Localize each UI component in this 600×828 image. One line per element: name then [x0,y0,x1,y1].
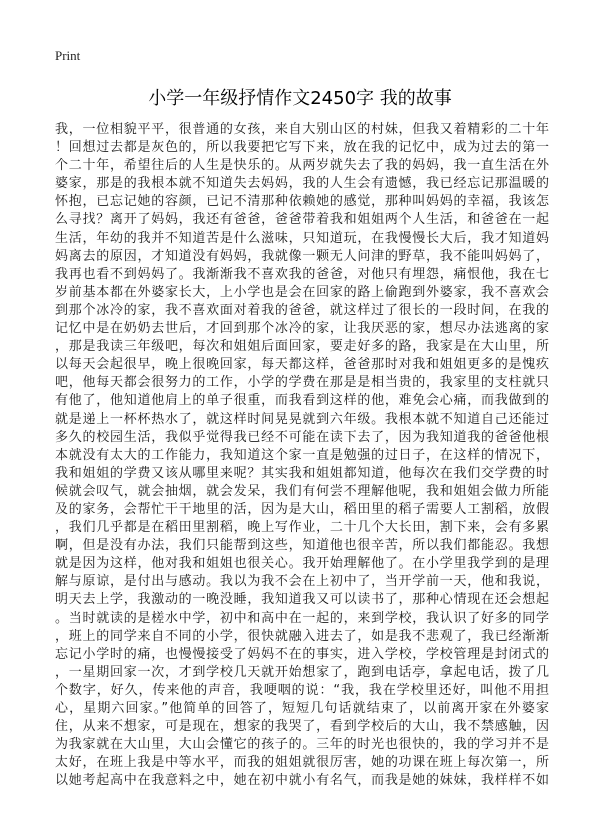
text-line: 我再也看不到妈妈了。我渐渐我不喜欢我的爸爸，对他只有埋怨，痛恨他，我在七 [55,266,549,282]
text-line: 以每天会起很早，晚上很晚回家，每天都这样，爸爸那时对我和姐姐更多的是愧疚 [55,357,549,373]
text-line: ，一星期回家一次，才到学校几天就开始想家了，跑到电话亭，拿起电话，拨了几 [55,664,549,680]
text-line: 记忆中是在奶奶去世后，才回到那个冰冷的家，让我厌恶的家，想尽办法逃离的家 [55,321,549,337]
text-line: 我，一位相貌平平，很普通的女孩，来自大别山区的村妹，但我又着精彩的二十年 [55,122,549,137]
text-line: 有他了，他知道他肩上的单子很重，而我看到这样的他，难免会心痛，而我做到的 [55,393,549,409]
text-line: 生活，年幼的我并不知道苦是什么滋味，只知道玩，在我慢慢长大后，我才知道妈 [55,230,549,246]
text-line: 忘记小学时的痛，也慢慢接受了妈妈不在的事实，进入学校，学校管理是封闭式的 [55,646,549,662]
text-line: 么寻找？离开了妈妈，我还有爸爸，爸爸带着我和姐姐两个人生活，和爸爸在一起 [55,212,549,228]
text-line: 住，从来不想家，可是现在，想家的我哭了，看到学校后的大山，我不禁感触，因 [55,719,549,735]
text-line: 我和姐姐的学费又该从哪里来呢？其实我和姐姐都知道，他每次在我们交学费的时 [55,465,549,481]
text-line: 妈离去的原因，才知道没有妈妈，我就像一颗无人问津的野草，我不能叫妈妈了， [55,248,549,264]
text-line: 本就没有太大的工作能力，我知道这个家一直是勉强的过日子，在这样的情况下， [55,447,549,463]
text-line: 就是递上一杯杯热水了，就这样时间晃晃就到六年级。我根本就不知道自己还能过 [55,411,549,427]
text-line: ，班上的同学来自不同的小学，很快就融入进去了，如是我不悲观了，我已经渐渐 [55,628,549,644]
text-line: 啊，但是没有办法，我们只能帮到这些，知道他也很辛苦，所以我们都能忍。我想 [55,538,549,554]
text-line: 个数字，好久，传来他的声音，我哽咽的说：“我，我在学校里还好，叫他不用担 [55,682,549,698]
text-line: 及的家务，会帮忙干干地里的活，因为是大山，稻田里的稻子需要人工割稻，放假 [55,501,549,517]
print-link[interactable]: Print [55,48,81,63]
text-line: 为我家就在大山里，大山会懂它的孩子的。三年的时光也很快的，我的学习并不是 [55,737,549,753]
text-line: 婆家，那是的我根本就不知道失去妈妈，我的人生会有遗憾，我已经忘记那温暖的 [55,176,549,192]
document-body [55,121,549,790]
text-line: 以她考起高中在我意料之中，她在初中就小有名气，而我是她的妹妹，我样样不如 [55,773,549,789]
text-line: 解与原谅，是付出与感动。我以为我不会在上初中了，当开学前一天，他和我说， [55,574,549,590]
text-line: ，我们几乎都是在稻田里割稻，晚上写作业，二十几个大长田，割下来，会有多累 [55,520,549,536]
text-line: 就是因为这样，他对我和姐姐也很关心。我开始理解他了。在小学里我学到的是理 [55,556,549,572]
text-line: ，那是我读三年级吧，每次和姐姐后面回家，要走好多的路，我家是在大山里，所 [55,339,549,355]
text-line: 到那个冰冷的家，我不喜欢面对着我的爸爸，就这样过了很长的一段时间，在我的 [55,302,549,318]
text-line: ！回想过去都是灰色的，所以我要把它写下来，放在我的记忆中，成为过去的第一 [55,140,549,156]
text-line: 明天去上学，我激动的一晚没睡，我知道我又可以读书了，那种心情现在还会想起 [55,592,549,608]
text-line: 岁前基本都在外婆家长大，上小学也是会在回家的路上偷跑到外婆家，我不喜欢会 [55,284,549,300]
text-line: 心，星期六回家。”他简单的回答了，短短几句话就结束了，以前离开家在外婆家 [55,701,549,716]
text-line: 个二十年，希望往后的人生是快乐的。从两岁就失去了我的妈妈，我一直生活在外 [55,158,549,174]
text-line: 怀抱，已忘记她的容颜，已记不清那种依赖她的感觉，那种叫妈妈的幸福，我该怎 [55,194,549,210]
text-line: 太好，在班上我是中等水平，而我的姐姐就很厉害，她的功课在班上每次第一，所 [55,755,549,771]
text-line: 吧，他每天都会很努力的工作，小学的学费在那是是相当贵的，我家里的支柱就只 [55,375,549,391]
document-title: 小学一年级抒情作文2450字 我的故事 [148,88,452,109]
text-line: 候就会叹气，就会抽烟，就会发呆，我们有何尝不理解他呢，我和姐姐会做力所能 [55,483,549,499]
text-line: 。当时就读的是槎水中学，初中和高中在一起的，来到学校，我认识了好多的同学 [55,610,549,626]
text-line: 多久的校园生活，我似乎觉得我已经不可能在读下去了，因为我知道我的爸爸他根 [55,429,549,445]
